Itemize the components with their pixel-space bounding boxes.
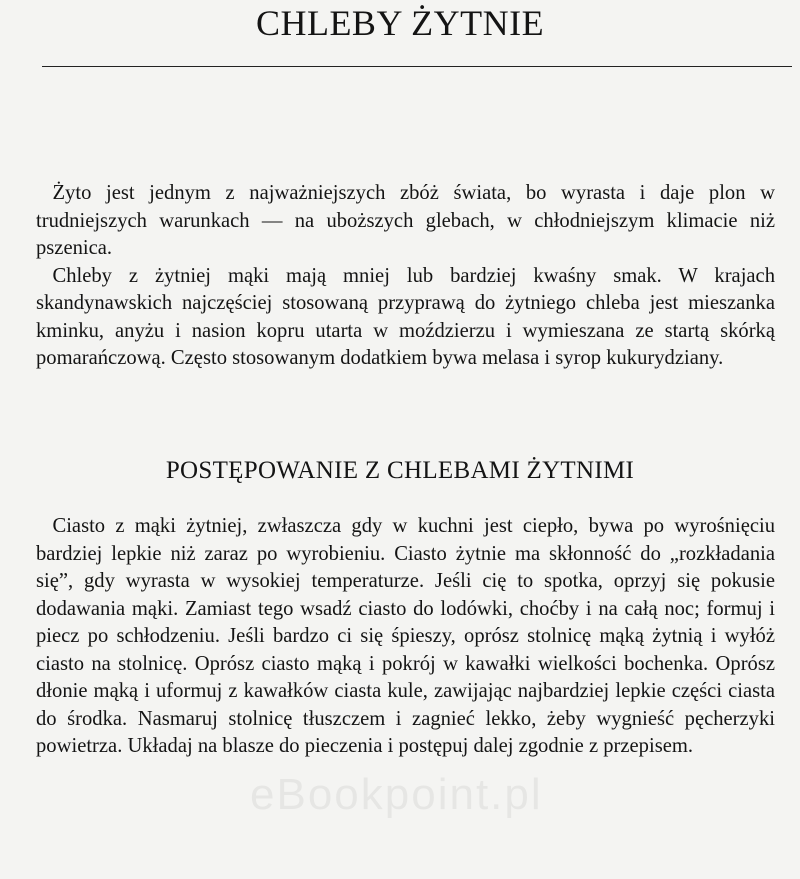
title-divider [42, 66, 792, 67]
section-paragraph-1: Ciasto z mąki żytniej, zwłaszcza gdy w kuchni jest ciepło, bywa po wyrośnięciu bardziej lepkie niż zaraz po wyrobieniu. Ciasto żytnie ma skłonność do „rozkładania się”, gdy wyrasta w wysokiej temperaturze. Jeśli cię to spotka, oprzyj się pokusie dodawania mąki. Zamiast tego wsadź ciasto do lodówki, choćby i na całą noc; formuj i piecz po schłodzeniu. Jeśli bardzo ci się śpieszy, oprósz stolnicę mąką żytnią i wyłóż ciasto na stolnicę. Oprósz ciasto mąką i pokrój w kawałki wielkości bochenka. Oprósz dłonie mąką i uformuj z kawałków ciasta kule, zawijając najbardziej lepkie części ciasta do środka. Nasmaruj stolnicę tłuszczem i zagnieć lekko, żeby wygnieść pęcherzyki powietrza. Układaj na blasze do pieczenia i postępuj dalej zgodnie z przepisem. [36, 515, 775, 757]
watermark: eBookpoint.pl [250, 770, 543, 819]
page-title: CHLEBY ŻYTNIE [255, 3, 545, 43]
section-heading: POSTĘPOWANIE Z CHLEBAMI ŻYTNIMI [165, 457, 635, 484]
section-text [36, 513, 775, 761]
intro-text [36, 180, 775, 373]
intro-paragraph-2: Chleby z żytniej mąki mają mniej lub bardziej kwaśny smak. W krajach skandynawskich najczęściej stosowaną przyprawą do żytniego chleba jest mieszanka kminku, anyżu i nasion kopru utarta w moździerzu i wymieszana ze startą skórką pomarańczową. Często stosowanym dodatkiem bywa melasa i syrop kukurydziany. [36, 264, 775, 369]
intro-paragraph-1: Żyto jest jednym z najważniejszych zbóż świata, bo wyrasta i daje plon w trudniejszych warunkach — na uboższych glebach, w chłodniejszym klimacie niż pszenica. [36, 182, 775, 259]
